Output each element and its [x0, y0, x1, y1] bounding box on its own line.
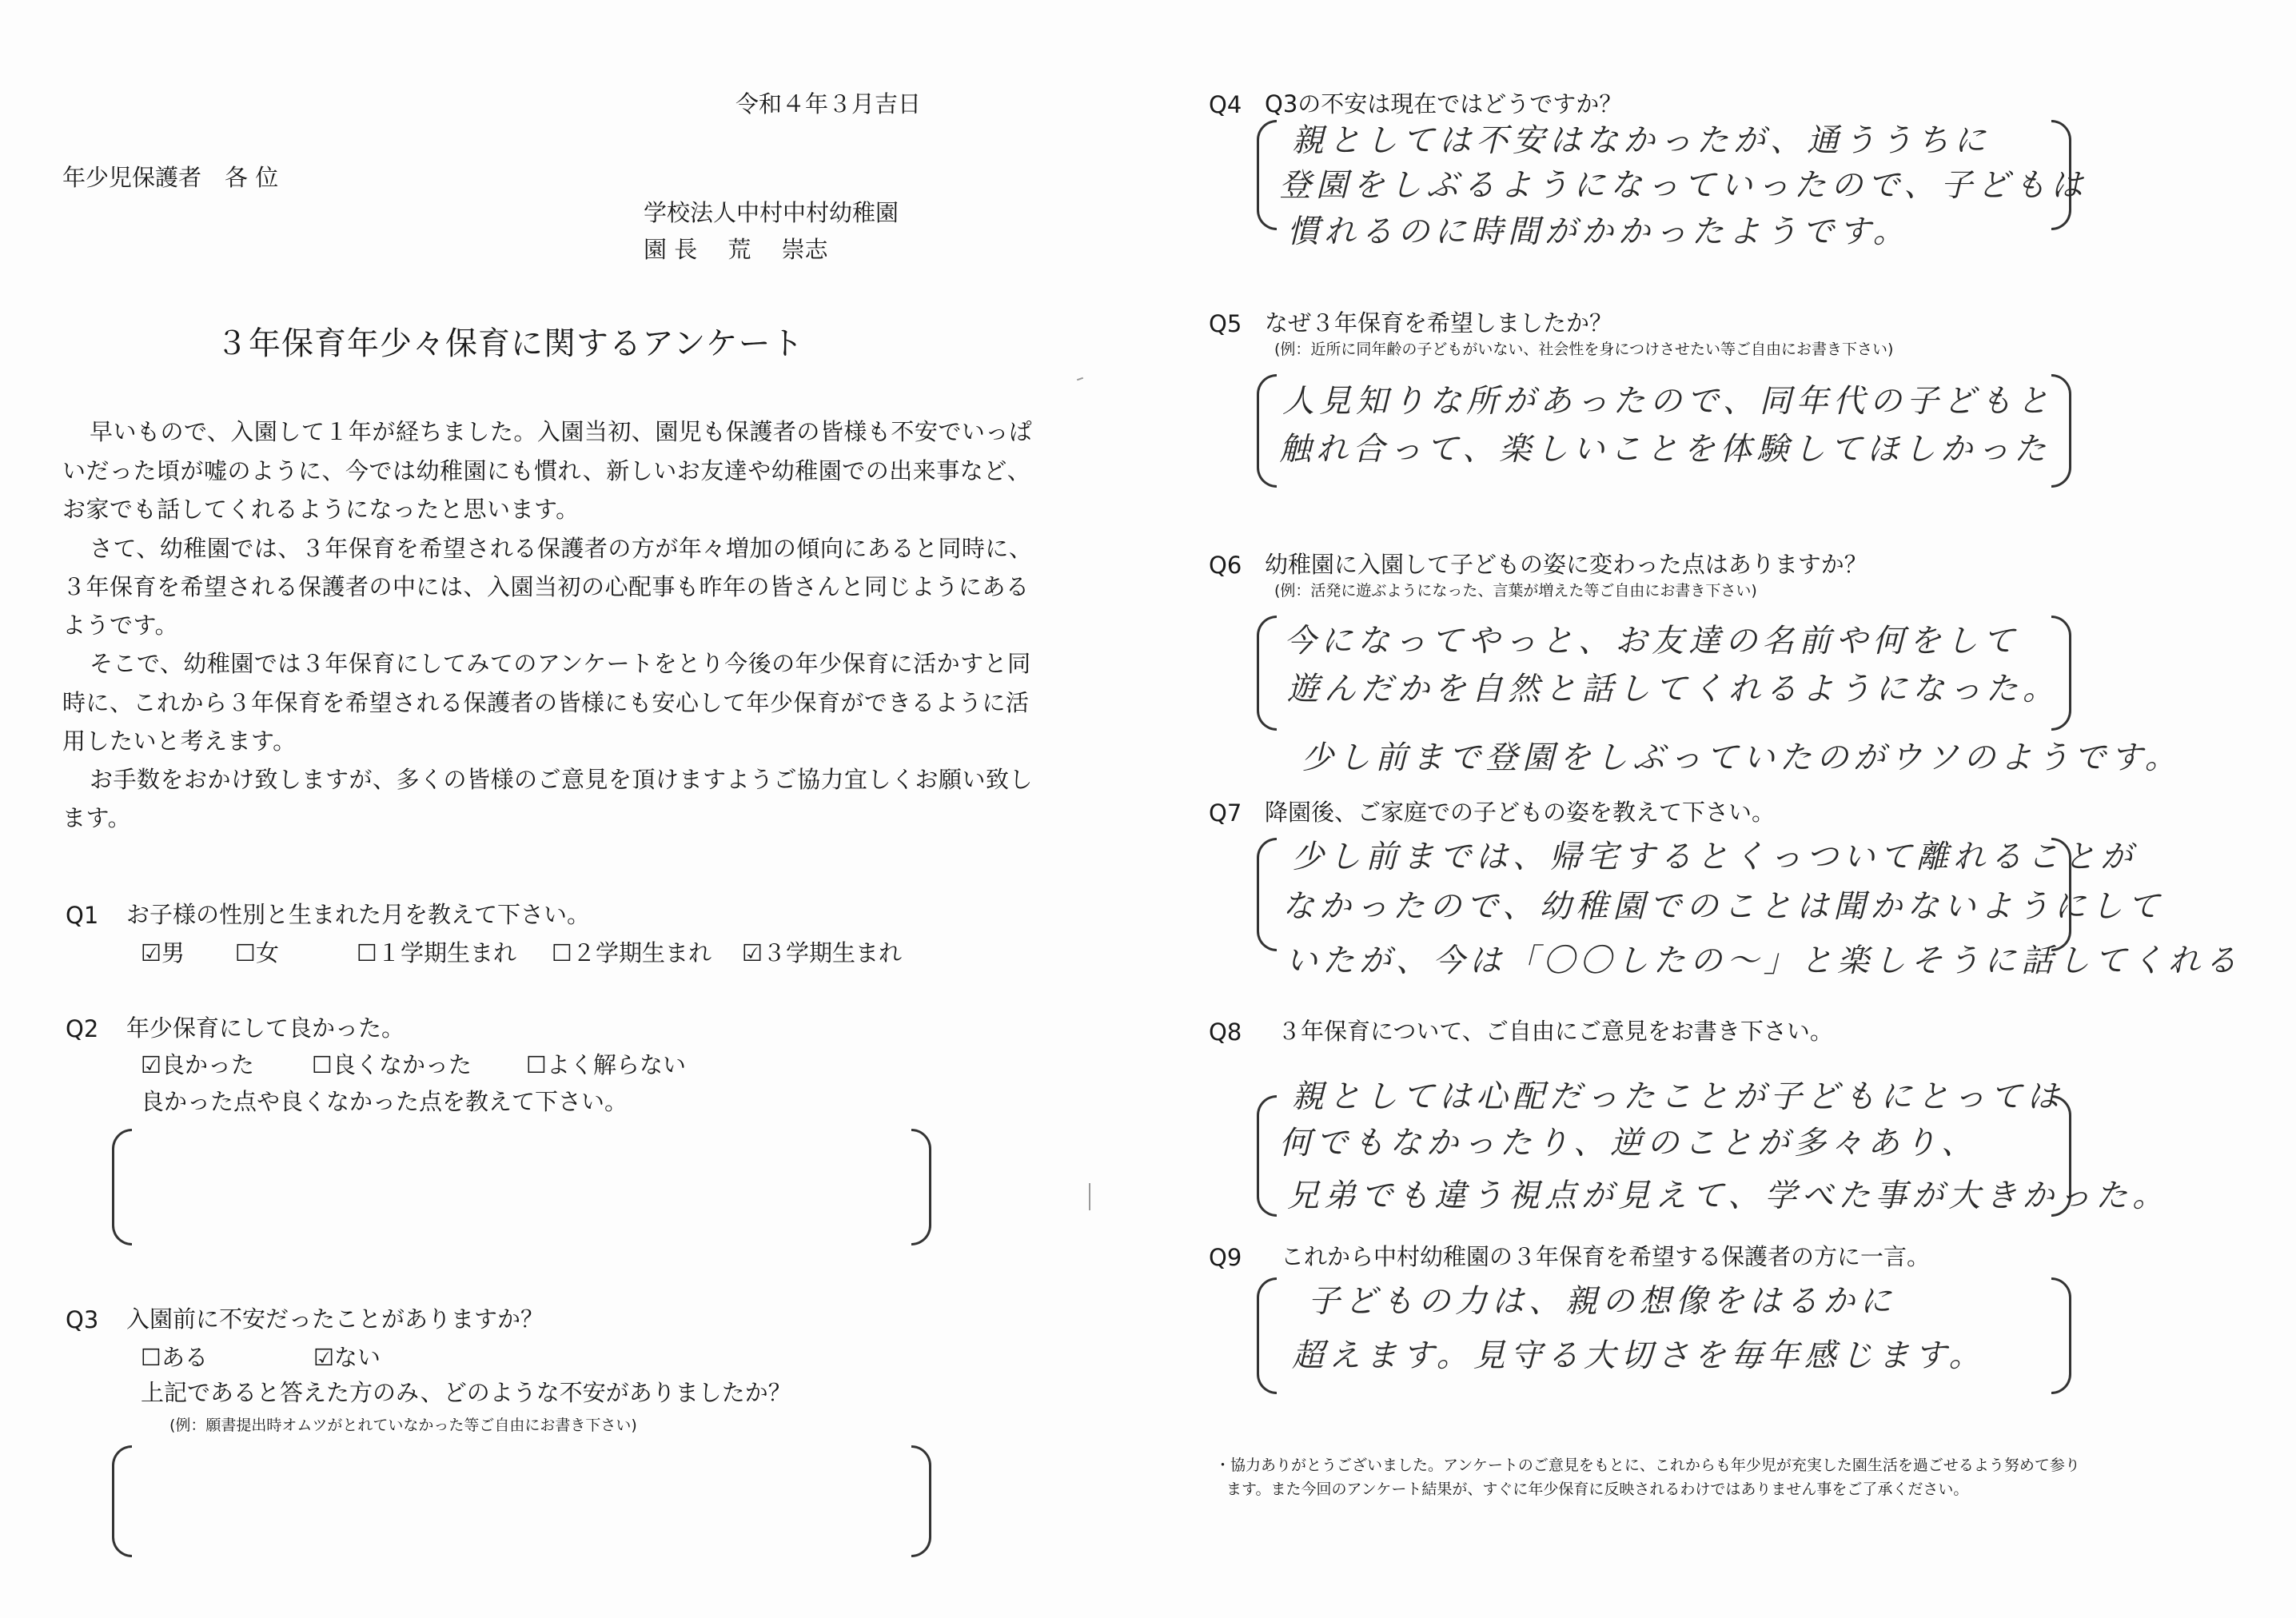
q3-answer-bracket-right	[911, 1445, 931, 1557]
intro-line: お手数をおかけ致しますが、多くの皆様のご意見を頂けますようご協力宜しくお願い致し	[90, 766, 1034, 793]
q3-option-yes[interactable]: ☐ある	[141, 1344, 208, 1371]
q7-number: Q7	[1209, 799, 1242, 827]
addressee: 年少児保護者 各 位	[62, 164, 279, 191]
q6-example: (例：活発に遊ぶようになった、言葉が増えた等ご自由にお書き下さい)	[1274, 582, 1757, 600]
q2-option-unknown[interactable]: ☐よく解らない	[526, 1051, 686, 1078]
q4-number: Q4	[1209, 91, 1242, 118]
q2-answer-bracket-left	[112, 1129, 132, 1245]
q4-answer-line: 親としては不安はなかったが、通ううちに	[1292, 122, 1991, 159]
page-title: ３年保育年少々保育に関するアンケート	[216, 325, 804, 362]
q9-answer-line: 子どもの力は、親の想像をはるかに	[1308, 1283, 1896, 1320]
q5-answer-bracket-left	[1257, 374, 1277, 488]
footer-line: ます。また今回のアンケート結果が、すぐに年少保育に反映されるわけではありません事をご了承ください。	[1226, 1481, 1969, 1498]
q4-answer-line: 登園をしぶるようになっていったので、子どもは	[1279, 167, 2088, 204]
q6-number: Q6	[1209, 552, 1242, 579]
q7-answer-bracket-left	[1257, 838, 1277, 951]
q3-question: 入園前に不安だったことがありますか？	[126, 1305, 544, 1333]
q7-answer-line: なかったので、幼稚園でのことは聞かないようにして	[1282, 888, 2165, 925]
intro-line: お家でも話してくれるようになったと思います。	[62, 496, 580, 523]
scan-mark	[1089, 1183, 1090, 1210]
q4-question: Q3の不安は現在ではどうですか？	[1265, 90, 1623, 118]
intro-line: そこで、幼稚園では３年保育にしてみてのアンケートをとり今後の年少保育に活かすと同	[90, 650, 1031, 677]
intro-line: 早いもので、入園して１年が経ちました。入園当初、園児も保護者の皆様も不安でいっぱ	[90, 418, 1033, 445]
q5-answer-bracket-right	[2051, 374, 2071, 488]
q5-question: なぜ３年保育を希望しましたか？	[1265, 309, 1613, 337]
q3-example: (例：願書提出時オムツがとれていなかった等ご自由にお書き下さい)	[169, 1417, 637, 1434]
q1-question: お子様の性別と生まれた月を教えて下さい。	[126, 901, 591, 928]
q5-answer-line: 触れ合って、楽しいことを体験してほしかった	[1279, 431, 2051, 468]
q8-question: ３年保育について、ご自由にご意見をお書き下さい。	[1278, 1018, 1833, 1045]
q2-number: Q2	[66, 1015, 99, 1042]
q1-option-term2[interactable]: ☐２学期生まれ	[552, 939, 712, 966]
q3-answer-bracket-left	[112, 1445, 132, 1557]
q1-number: Q1	[66, 902, 99, 929]
q2-subquestion: 良かった点や良くなかった点を教えて下さい。	[141, 1088, 628, 1115]
intro-line: いだった頃が嘘のように、今では幼稚園にも慣れ、新しいお友達や幼稚園での出来事など、	[62, 457, 1031, 484]
q9-question: これから中村幼稚園の３年保育を希望する保護者の方に一言。	[1281, 1243, 1931, 1270]
q6-answer-line: 今になってやっと、お友達の名前や何をして	[1284, 623, 2019, 660]
q9-answer-line: 超えます。見守る大切さを毎年感じます。	[1292, 1337, 1986, 1374]
q3-number: Q3	[66, 1306, 99, 1333]
q7-question: 降園後、ご家庭での子どもの姿を教えて下さい。	[1265, 799, 1776, 826]
q2-answer-bracket-right	[911, 1129, 931, 1245]
q2-option-notgood[interactable]: ☐良くなかった	[312, 1051, 472, 1078]
q5-answer-line: 人見知りな所があったので、同年代の子どもと	[1282, 383, 2054, 420]
q8-number: Q8	[1209, 1018, 1242, 1046]
q8-answer-line: 兄弟でも違う視点が見えて、学べた事が大きかった。	[1287, 1178, 2170, 1214]
footer-line: ・協力ありがとうございました。アンケートのご意見をもとに、これからも年少児が充実した園生活を過ごせるよう努めて参り	[1215, 1457, 2080, 1474]
q6-answer-line: 少し前まで登園をしぶっていたのがウソのようです。	[1301, 739, 2182, 776]
q1-option-term1[interactable]: ☐１学期生まれ	[357, 939, 516, 966]
intro-line: さて、幼稚園では、３年保育を希望される保護者の方が年々増加の傾向にあると同時に、	[90, 535, 1033, 562]
intro-line: ます。	[62, 804, 132, 831]
intro-line: ようです。	[62, 612, 179, 639]
q9-number: Q9	[1209, 1244, 1242, 1271]
q8-answer-bracket-left	[1257, 1095, 1277, 1217]
q3-subquestion: 上記であると答えた方のみ、どのような不安がありましたか？	[141, 1379, 791, 1406]
organization: 学校法人中村中村幼稚園	[644, 199, 899, 226]
scan-mark	[1077, 377, 1083, 381]
q8-answer-line: 親としては心配だったことが子どもにとっては	[1292, 1078, 2064, 1115]
q2-question: 年少保育にして良かった。	[126, 1014, 405, 1042]
q7-answer-line: いたが、今は「〇〇したの～」と楽しそうに話してくれる	[1286, 943, 2242, 979]
q7-answer-line: 少し前までは、帰宅するとくっついて離れることが	[1292, 839, 2138, 875]
principal: 園 長 荒 崇志	[644, 236, 828, 263]
intro-line: ３年保育を希望される保護者の中には、入園当初の心配事も昨年の皆さんと同じようにある	[62, 573, 1030, 600]
q9-answer-bracket-left	[1257, 1277, 1277, 1394]
q1-option-female[interactable]: ☐女	[235, 939, 279, 966]
q6-answer-bracket-left	[1257, 616, 1277, 731]
intro-line: 用したいと考えます。	[62, 727, 297, 755]
q6-question: 幼稚園に入園して子どもの姿に変わった点はありますか？	[1265, 551, 1867, 578]
date: 令和４年３月吉日	[735, 90, 922, 118]
q1-option-term3[interactable]: ☑３学期生まれ	[742, 939, 902, 966]
q5-number: Q5	[1209, 310, 1242, 337]
q6-answer-line: 遊んだかを自然と話してくれるようになった。	[1287, 671, 2059, 707]
q4-answer-bracket-left	[1257, 120, 1277, 230]
q4-answer-line: 慣れるのに時間がかかったようです。	[1287, 213, 1910, 250]
q8-answer-line: 何でもなかったり、逆のことが多々あり、	[1279, 1125, 1978, 1162]
q3-option-no[interactable]: ☑ない	[313, 1344, 381, 1371]
q2-option-good[interactable]: ☑良かった	[141, 1051, 254, 1078]
q1-option-male[interactable]: ☑男	[141, 939, 185, 966]
q5-example: (例：近所に同年齢の子どもがいない、社会性を身につけさせたい等ご自由にお書き下さい)	[1274, 341, 1894, 358]
q9-answer-bracket-right	[2051, 1277, 2071, 1394]
intro-line: 時に、これから３年保育を希望される保護者の皆様にも安心して年少保育ができるように活	[62, 689, 1030, 716]
